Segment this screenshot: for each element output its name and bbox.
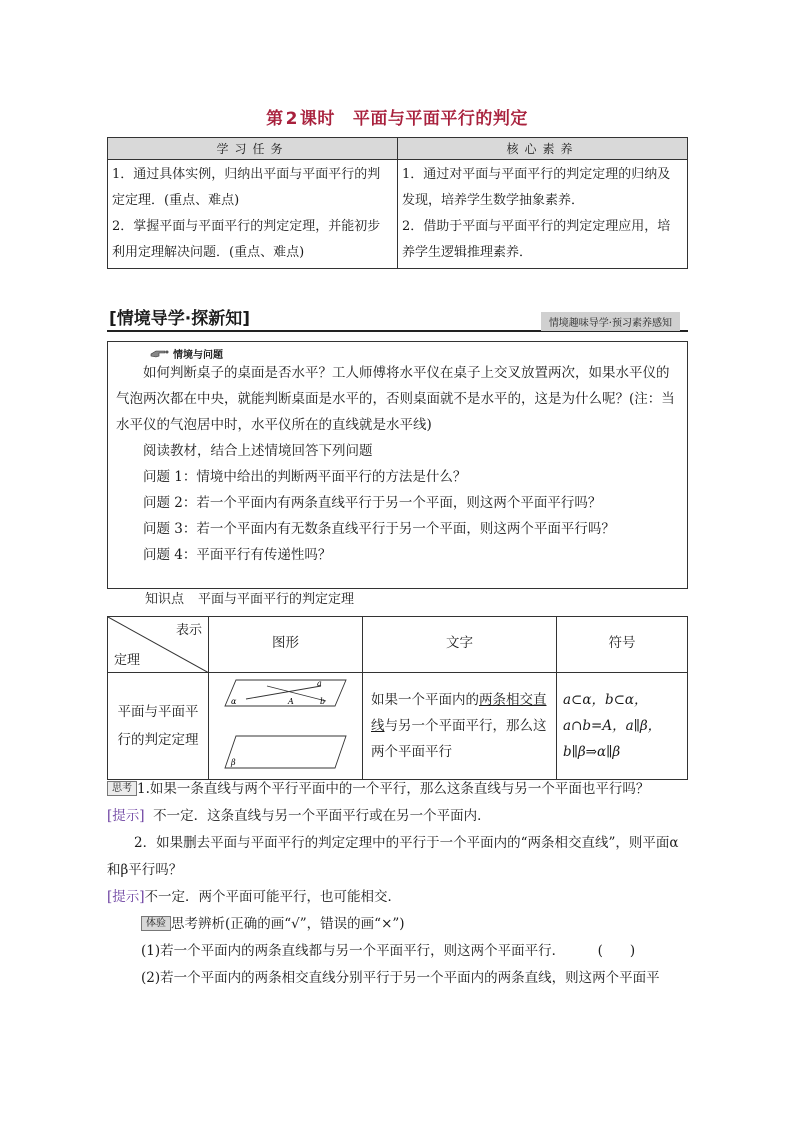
section-header	[107, 302, 688, 332]
objectives-header-literacy: 核心素养	[398, 138, 688, 160]
corner-label-representation: 表示	[175, 623, 202, 638]
think-section	[107, 776, 688, 992]
objectives-table	[107, 137, 688, 269]
knowledge-point-heading	[145, 590, 354, 610]
theorem-figure-cell	[209, 673, 363, 780]
corner-label-theorem: 定理	[114, 653, 141, 668]
practice-heading	[107, 911, 688, 938]
figure-label-a: a	[317, 679, 322, 688]
situation-box	[107, 341, 688, 589]
think-answer-1	[107, 803, 688, 830]
situation-badge	[150, 346, 681, 360]
think-question-1	[107, 776, 688, 803]
situation-question-1: 问题 1：情境中给出的判断两平面平行的方法是什么？	[143, 469, 467, 485]
objective-literacy-2: 2．借助于平面与平面平行的判定定理应用，培养学生逻辑推理素养．	[402, 219, 671, 260]
think-answer-2	[107, 884, 688, 911]
lesson-prefix: 第	[266, 109, 284, 129]
think-answer-2-text: 不一定．两个平面可能平行，也可能相交．	[144, 889, 402, 905]
header-text: 文字	[363, 617, 557, 673]
hand-pointer-icon	[150, 348, 170, 359]
lesson-topic: 平面与平面平行的判定	[352, 109, 528, 129]
theorem-table-corner	[108, 617, 209, 673]
think-question-2: 2．如果删去平面与平面平行的判定定理中的平行于一个平面内的“两条相交直线”，则平面α和β平行吗？	[107, 835, 679, 878]
knowledge-point-label: 知识点	[145, 592, 185, 607]
objectives-header-tasks: 学习任务	[108, 138, 398, 160]
practice-item-1	[107, 938, 688, 965]
hint-label-1: [提示]	[107, 808, 145, 824]
situation-question-3: 问题 3：若一个平面内有无数条直线平行于另一个平面，则这两个平面平行吗？	[143, 521, 615, 537]
practice-title: 思考辨析(正确的画“√”，错误的画“×”)	[171, 916, 405, 932]
objective-literacy-1: 1．通过对平面与平面平行的判定定理的归纳及发现，培养学生数学抽象素养．	[402, 167, 671, 208]
objective-task-2: 2．掌握平面与平面平行的判定定理，并能初步利用定理解决问题．(重点、难点)	[112, 219, 381, 260]
practice-item-2: (2)若一个平面内的两条相交直线分别平行于另一个平面内的两条直线，则这两个平面平	[141, 970, 660, 986]
theorem-symbol: a⊂α，b⊂α，a∩b=A，a∥β，b∥β⇒α∥β	[557, 673, 688, 780]
objectives-literacy-cell	[398, 160, 688, 269]
hint-label-2: [提示]	[107, 889, 145, 905]
think-tag: 思考	[107, 781, 137, 796]
theorem-text-end: 与另一个平面平行，那么这两个平面平行	[371, 718, 547, 760]
figure-label-intersection: A	[288, 697, 294, 706]
situation-badge-label: 情境与问题	[173, 349, 223, 361]
figure-label-b: b	[320, 697, 326, 706]
theorem-text-key-2: 线	[371, 718, 385, 734]
think-answer-1-text: 不一定．这条直线与另一个平面平行或在另一个平面内．	[153, 808, 491, 824]
theorem-table	[107, 616, 688, 780]
situation-paragraph: 如何判断桌子的桌面是否水平？工人师傅将水平仪在桌子上交叉放置两次，如果水平仪的气泡两次都在中央，就能判断桌面是水平的，否则桌面就不是水平的，这是为什么呢？(注：当水平仪的气泡居中时，水平仪所在的直线就是水平线)	[116, 365, 675, 433]
header-figure: 图形	[209, 617, 363, 673]
lesson-suffix: 课时	[299, 109, 335, 129]
knowledge-point-title: 平面与平面平行的判定定理	[198, 592, 355, 607]
situation-question-4: 问题 4：平面平行有传递性吗？	[143, 547, 332, 563]
objectives-tasks-cell	[108, 160, 398, 269]
section-title: [情境导学·探新知]	[109, 309, 250, 329]
answer-blank-1[interactable]: ( )	[597, 943, 636, 959]
situation-question-2: 问题 2：若一个平面内有两条直线平行于另一个平面，则这两个平面平行吗？	[143, 495, 602, 511]
header-symbol: 符号	[557, 617, 688, 673]
figure-label-alpha: α	[231, 697, 237, 706]
theorem-name: 平面与平面平行的判定定理	[108, 673, 209, 780]
theorem-text-key-1: 两条相交直	[479, 692, 547, 708]
lesson-title	[0, 104, 794, 129]
theorem-text-start: 如果一个平面内的	[371, 692, 479, 708]
parallel-planes-figure	[209, 673, 362, 775]
section-tag: 情境趣味导学·预习素养感知	[541, 312, 680, 331]
practice-item-1-text: (1)若一个平面内的两条直线都与另一个平面平行，则这两个平面平行．	[141, 943, 566, 959]
lesson-number: 2	[285, 109, 298, 129]
theorem-text	[363, 673, 557, 780]
practice-tag: 体验	[141, 916, 171, 931]
think-question-1-text: 1.如果一条直线与两个平行平面中的一个平行，那么这条直线与另一个平面也平行吗？	[137, 781, 650, 797]
situation-instruction: 阅读教材，结合上述情境回答下列问题	[143, 443, 373, 459]
objective-task-1: 1．通过具体实例，归纳出平面与平面平行的判定定理．(重点、难点)	[112, 167, 381, 208]
figure-label-beta: β	[231, 758, 236, 767]
